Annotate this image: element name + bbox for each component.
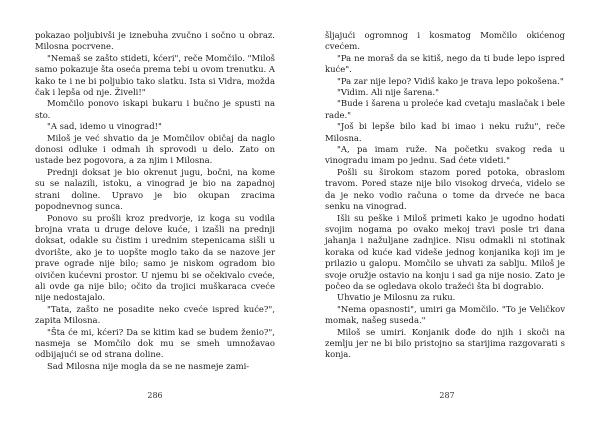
paragraph: Sad Milosna nije mogla da se ne nasmeje zami- <box>47 360 250 371</box>
paragraph: "Pa zar nije lepo? Vidiš kako je trava lepo pokošena." <box>337 75 564 86</box>
paragraph: Miloš se umiri. Konjanik dođe do njih i skoči na zemlju jer ne bi bilo pristojno sa starijima razgovarati s konja. <box>325 326 565 360</box>
paragraph: Uhvatio je Milosnu za ruku. <box>337 292 456 303</box>
paragraph: "Šta će mi, kćeri? Da se kitim kad se budem ženio?", nasmeja se Momčilo dok mu se smeh umnožavao odbijajući se od strana doline. <box>35 326 275 360</box>
paragraph: Ponovo su prošli kroz predvorje, iz koga su vodila brojna vrata u druge delove kuće, i izašli na prednji doksat, odakle su čistim i urednim stepenicama sišli u dvorište, ako je to uopšte moglo tako da se nazove jer prave ograde nije bilo; samo je niskom ogradom bio oivičen kućevni prostor. U njemu bi se očekivalo cveće, ali ovde ga nije bilo; očito da trojici muškaraca cveće nije nedostajalo. <box>35 212 275 303</box>
paragraph: "Vidim. Ali nije šarena." <box>337 87 439 98</box>
paragraph: "Nemaš se zašto stideti, kćeri", reče Momčilo. "Miloš samo pokazuje šta oseća prema tebi u ovom trenutku. A kako te i ne bi poljubio tako slatku. Ista si Vidra, možda čak i lepša od nje. Živeli!" <box>35 52 275 98</box>
left-page-number: 286 <box>147 391 163 400</box>
paragraph: Prednji doksat je bio okrenut jugu, bočni, na kome su se nalazili, istoku, a vinograd je bio na zapadnoj strani doline. Upravo je bio okupan zracima popodnevnog sunca. <box>35 166 275 212</box>
paragraph: Miloš je već shvatio da je Momčilov običaj da naglo donosi odluke i odmah ih sprovodi u delo. Zato on ustade bez pogovora, a za njim i Milosna. <box>35 132 275 166</box>
right-page-number: 287 <box>439 391 455 400</box>
paragraph: "Tata, zašto ne posadite neko cveće ispred kuće?", zapita Milosna. <box>35 303 275 326</box>
left-page-text <box>35 30 275 372</box>
paragraph: Išli su peške i Miloš primeti kako je ugodno hodati svojim nogama po ovako mekoj travi posle tri dana jahanja i nažuljane zadnjice. Nisu odmakli ni stotinak koraka od kuće kad videše jednog konjanika koji im je prilazio u galopu. Momčilo se uhvati za sablju. Miloš je svoje oružje ostavio na konju i sad ga nije nosio. Zato je počeo da se ogledava okolo tražeći šta bi dograbio. <box>325 212 565 291</box>
paragraph: "Bude i šarena u proleće kad cvetaju maslačak i bele rade." <box>325 98 565 120</box>
paragraph: "Nema opasnosti", umiri ga Momčilo. "To je Veličkov momak, našeg suseda." <box>325 303 565 326</box>
paragraph: Momčilo ponovo iskapi bukaru i bučno je spusti na sto. <box>35 98 275 120</box>
paragraph: šljajući ogromnog i kosmatog Momčilo okićenog cvećem. <box>325 30 565 52</box>
paragraph: "Još bi lepše bilo kad bi imao i neku ružu", reče Milosna. <box>325 121 565 143</box>
paragraph: Pošli su širokom stazom pored potoka, obraslom travom. Pored staze nije bilo visokog drveća, videlo se da je neko vodio računa o tome da drveće ne baca senku na vinograd. <box>325 166 565 212</box>
paragraph: pokazao poljubivši je iznebuha zvučno i sočno u obraz. Milosna pocrvene. <box>35 30 275 52</box>
right-page-text <box>325 30 565 361</box>
paragraph: "A, pa imam ruže. Na početku svakog reda u vinogradu imam po jednu. Sad ćete videti." <box>325 144 565 166</box>
paragraph: "A sad, idemo u vinograd!" <box>47 121 162 132</box>
paragraph: "Pa ne moraš da se kitiš, nego da ti bude lepo ispred kuće". <box>325 52 565 75</box>
